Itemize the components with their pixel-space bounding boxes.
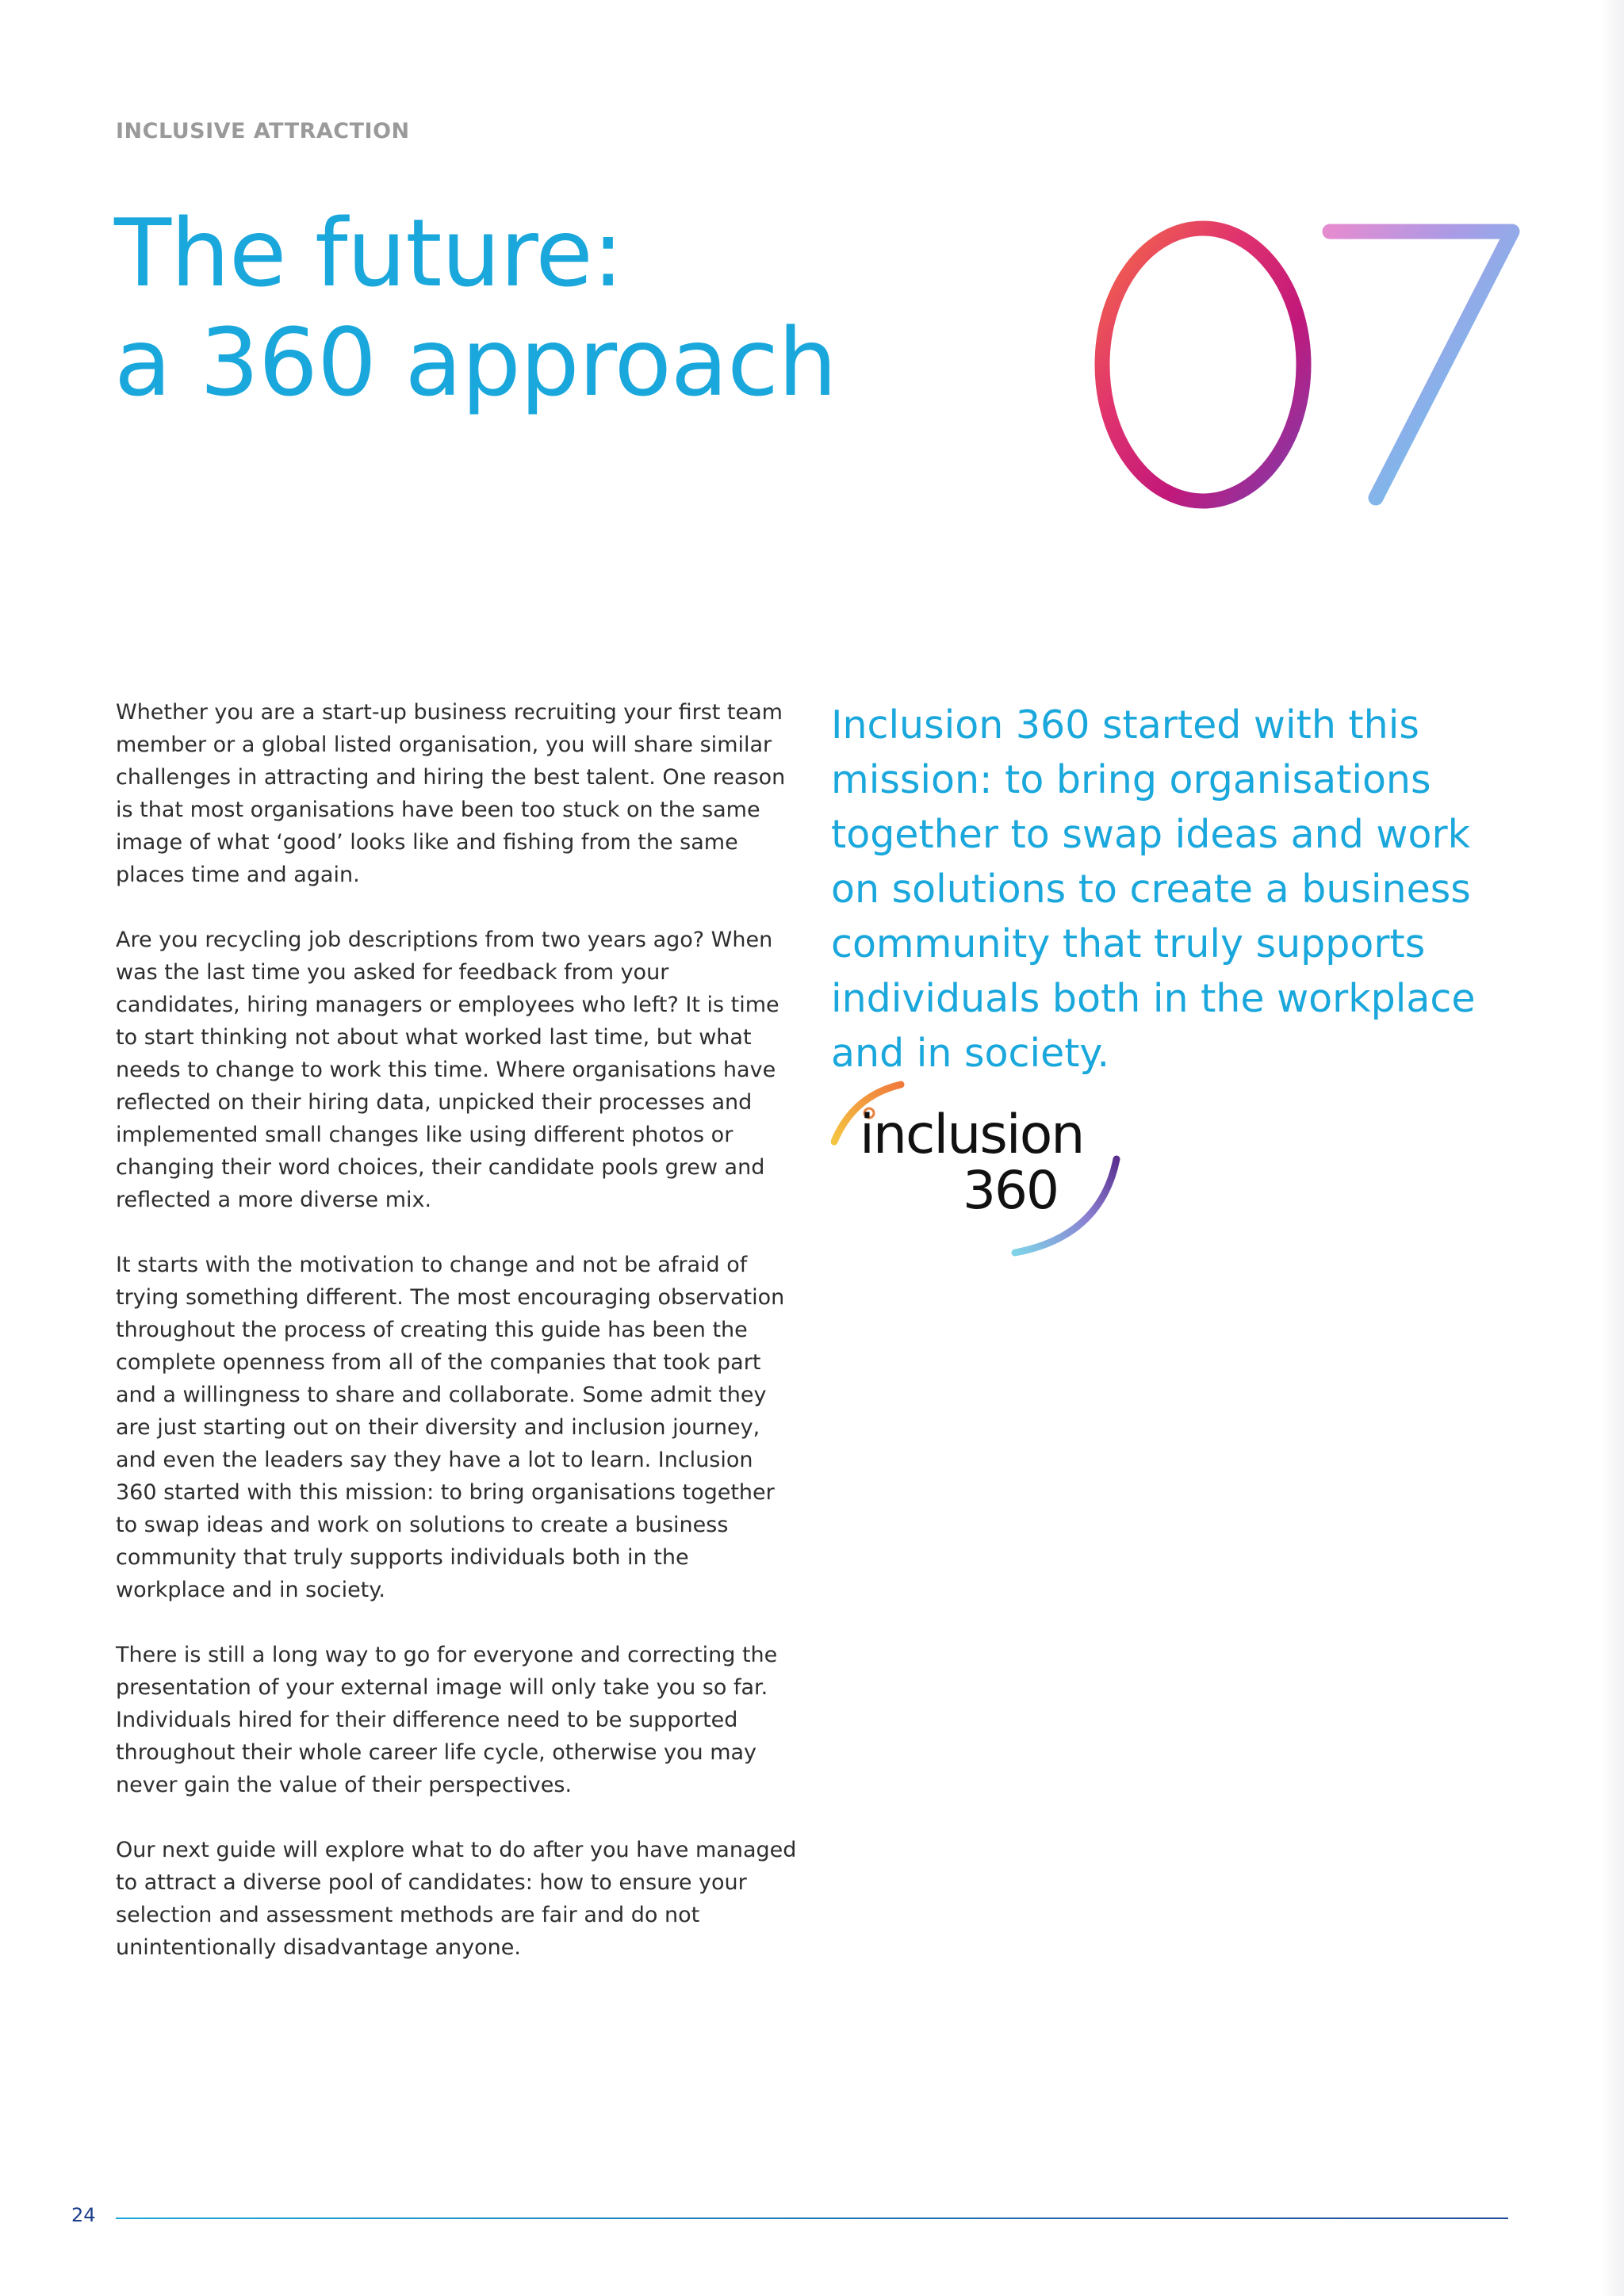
page-number: 24 — [71, 2204, 96, 2226]
body-paragraph: Are you recycling job descriptions from two years ago? When was the last time you asked for feedback from your candidates, hiring managers or employees who left? It is time to start thinking not about what worked last time, but what needs to change to work this time. Where organisations have reflected on their hiring data, unpicked their processes and implemented small changes like using different photos or changing their word choices, their candidate pools grew and reflected a more diverse mix. — [116, 928, 779, 1212]
page-title — [114, 198, 837, 417]
pull-quote: Inclusion 360 started with this mission: to bring organisations together to swap ideas and work on solutions to create a business community that truly supports individuals both in the workplace and in society. — [831, 702, 1476, 1076]
body-paragraph: It starts with the motivation to change and not be afraid of trying something different. The most encouraging observation throughout the process of creating this guide has been the complete openness from all of the companies that took part and a willingness to share and collaborate. Some admit they are just starting out on their diversity and inclusion journey, and even the leaders say they have a lot to learn. Inclusion 360 started with this mission: to bring organisations together to swap ideas and work on solutions to create a business community that truly supports individuals both in the workplace and in society. — [116, 1253, 785, 1602]
logo-word: inclusion — [860, 1104, 1084, 1166]
page-title-line-1: The future: — [114, 198, 623, 308]
page-edge-shadow — [1600, 0, 1624, 2296]
section-label: INCLUSIVE ATTRACTION — [116, 119, 410, 144]
inclusion-360-logo — [831, 1078, 1132, 1261]
chapter-number — [1074, 197, 1526, 530]
body-paragraph: There is still a long way to go for everyone and correcting the presentation of your external image will only take you so far. Individuals hired for their difference need to be supported throughout their whole career life cycle, otherwise you may never gain the value of their perspectives. — [116, 1643, 778, 1797]
body-paragraph: Whether you are a start-up business recruiting your first team member or a global listed organisation, you will share similar challenges in attracting and hiring the best talent. One reason is that most organisations have been too stuck on the same image of what ‘good’ looks like and fishing from the same places time and again. — [116, 700, 786, 887]
body-paragraph: Our next guide will explore what to do after you have managed to attract a diverse pool of candidates: how to ensure your selection and assessment methods are fair and do not unintentionally disadvantage anyone. — [116, 1838, 797, 1960]
footer-divider — [116, 2218, 1508, 2219]
page-title-line-2: a 360 approach — [114, 308, 837, 417]
logo-number: 360 — [963, 1160, 1058, 1221]
body-text — [116, 696, 798, 1996]
